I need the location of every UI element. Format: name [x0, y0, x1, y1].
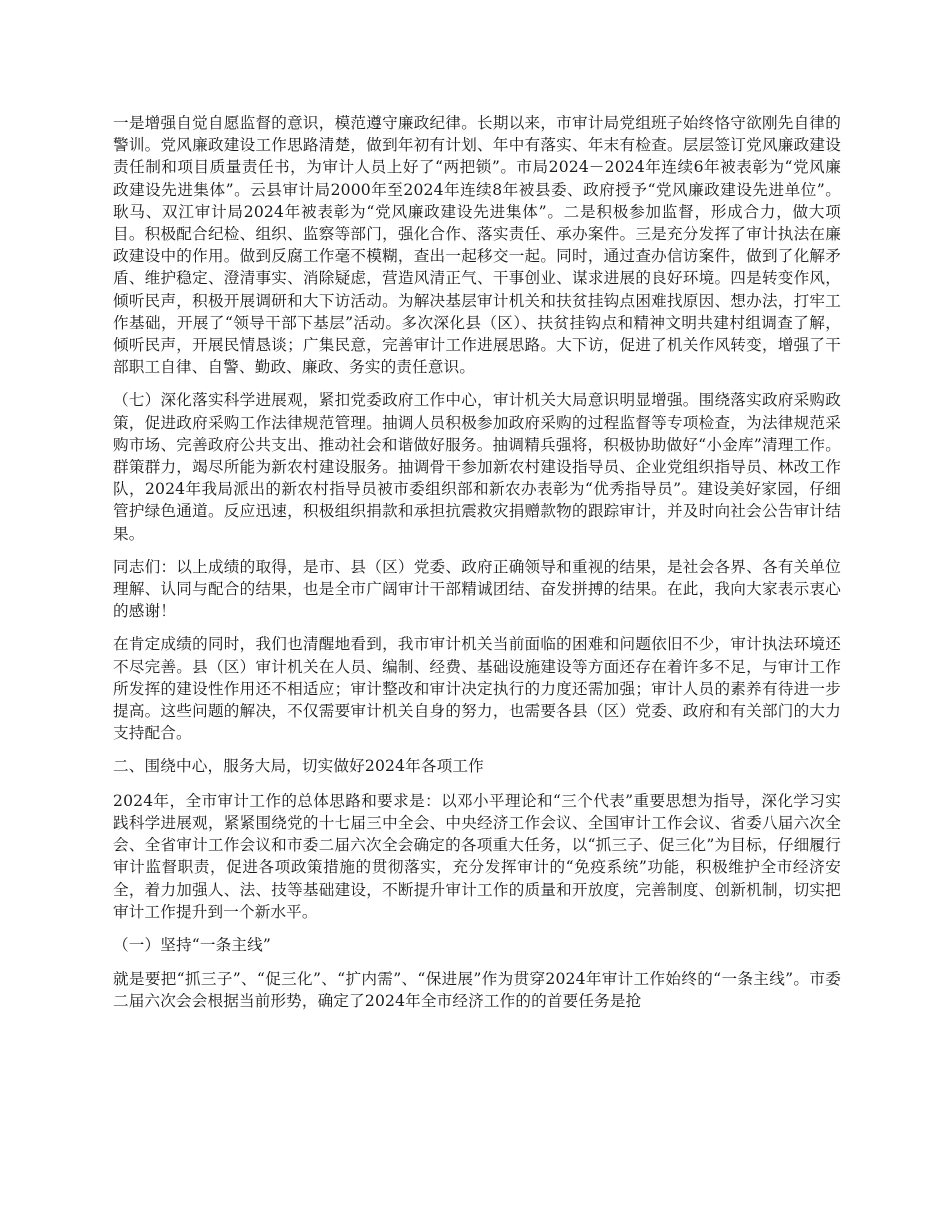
paragraph-problems: 在肯定成绩的同时，我们也清醒地看到，我市审计机关当前面临的困难和问题依旧不少，审计执法环境还不尽完善。县（区）审计机关在人员、编制、经费、基础设施建设等方面还存在着许多不足，与审计工作所发挥的建设性作用还不相适应；审计整改和审计决定执行的力度还需加强；审计人员的素养有待进一步提高。这些问题的解决，不仅需要审计机关自身的努力，也需要各县（区）党委、政府和有关部门的大力支持配合。: [113, 635, 841, 743]
subsection-heading-main-line: （一）坚持“一条主线”: [113, 935, 271, 954]
paragraph-integrity-supervision: 一是增强自觉自愿监督的意识，模范遵守廉政纪律。长期以来，市审计局党组班子始终恪守欲刚先自律的警训。党风廉政建设工作思路清楚，做到年初有计划、年中有落实、年末有检查。层层签订党风廉政建设责任制和项目质量责任书，为审计人员上好了“两把锁”。市局2024－2024年连续6年被表彰为“党风廉政建设先进集体”。云县审计局2000年至2024年连续8年被县委、政府授予“党风廉政建设先进单位”。耿马、双江审计局2024年被表彰为“党风廉政建设先进集体”。二是积极参加监督，形成合力，做大项目。积极配合纪检、组织、监察等部门，强化合作、落实责任、承办案件。三是充分发挥了审计执法在廉政建设中的作用。做到反腐工作毫不模糊，查出一起移交一起。同时，通过查办信访案件，做到了化解矛盾、维护稳定、澄清事实、消除疑虑，营造风清正气、干事创业、谋求进展的良好环境。四是转变作风，倾听民声，积极开展调研和大下访活动。为解决基层审计机关和扶贫挂钩点困难找原因、想办法，打牢工作基础，开展了“领导干部下基层”活动。多次深化县（区）、扶贫挂钩点和精神文明共建村组调查了解，倾听民声，开展民情恳谈；广集民意，完善审计工作进展思路。大下访，促进了机关作风转变，增强了干部职工自律、自警、勤政、廉政、务实的责任意识。: [113, 114, 841, 377]
document-body: [113, 112, 841, 1024]
paragraph-scientific-development: （七）深化落实科学进展观，紧扣党委政府工作中心，审计机关大局意识明显增强。围绕落实政府采购政策，促进政府采购工作法律规范管理。抽调人员积极参加政府采购的过程监督等专项检查，为法律规范采购市场、完善政府公共支出、推动社会和谐做好服务。抽调精兵强将，积极协助做好“小金库”清理工作。群策群力，竭尽所能为新农村建设服务。抽调骨干参加新农村建设指导员、企业党组织指导员、林改工作队，2024年我局派出的新农村指导员被市委组织部和新农办表彰为“优秀指导员”。建设美好家园，仔细管护绿色通道。反应迅速，积极组织捐款和承担抗震救灾捐赠款物的跟踪审计，并及时向社会公告审计结果。: [113, 391, 841, 543]
paragraph-acknowledgement: 同志们：以上成绩的取得，是市、县（区）党委、政府正确领导和重视的结果，是社会各界、各有关单位理解、认同与配合的结果，也是全市广阔审计干部精诚团结、奋发拼搏的结果。在此，我向大家表示衷心的感谢！: [113, 557, 841, 621]
section-heading-2024-work: 二、围绕中心，服务大局，切实做好2024年各项工作: [113, 757, 484, 776]
paragraph-main-line: 就是要把“抓三子”、“促三化”、“扩内需”、“保进展”作为贯穿2024年审计工作始终的“一条主线”。市委二届六次会会根据当前形势，确定了2024年全市经济工作的的首要任务是抢: [113, 970, 841, 1011]
paragraph-overall-approach: 2024年，全市审计工作的总体思路和要求是：以邓小平理论和“三个代表”重要思想为指导，深化学习实践科学进展观，紧紧围绕党的十七届三中全会、中央经济工作会议、全国审计工作会议、省委八届六次全会、全省审计工作会议和市委二届六次全会确定的各项重大任务，以“抓三子、促三化”为目标，仔细履行审计监督职责，促进各项政策措施的贯彻落实，充分发挥审计的“免疫系统”功能，积极维护全市经济安全，着力加强人、法、技等基础建设，不断提升审计工作的质量和开放度，完善制度、创新机制，切实把审计工作提升到一个新水平。: [113, 791, 841, 921]
